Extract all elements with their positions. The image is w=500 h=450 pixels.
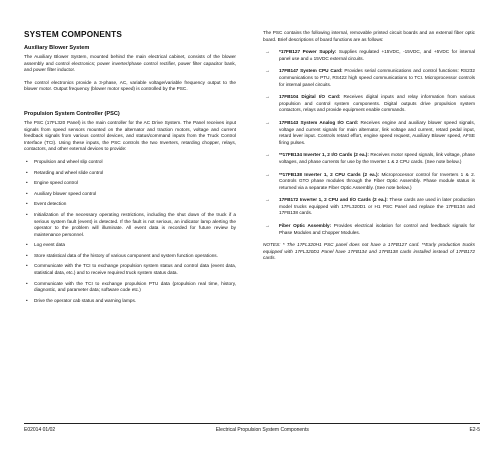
list-item: • Store statistical data of the history of various component and system function operations. (24, 253, 236, 260)
board-item (263, 68, 475, 88)
board-item (263, 172, 475, 192)
arrow-right-icon: → (265, 197, 270, 203)
board-description: Supplies regulated +15VDC, -15VDC, and +5VDC for internal panel use and ± 15VDC external circuits. (279, 49, 476, 61)
list-item: • Engine speed control (24, 180, 236, 187)
arrow-right-icon: → (265, 68, 270, 74)
footer-doc-id: E02014 01/02 (24, 427, 56, 433)
board-name: **17FB138 Inverter 1, 2 CPU Cards (2 ea.): (279, 171, 380, 177)
list-item: • Communicate with the TCI to exchange propulsion PTU data (propulsion real time, history, diagnostic, and parameter data; software code etc.) (24, 281, 236, 294)
board-name: *17FB127 Power Supply: (279, 49, 337, 55)
list-item: • Retarding and wheel slide control (24, 170, 236, 177)
arrow-right-icon: → (265, 152, 270, 158)
board-name: 17FB104 Digital I/O Card: (279, 94, 341, 100)
board-description: Receives engine and auxiliary blower speed signals, voltage and current signals for main alternator, link voltage and current, retard pedal input, retard lever input. Controls retard effort, engine speed request, Auxiliary Blower speed, AFSE firing pulses. (279, 119, 475, 145)
board-description: Receives motor speed signals, link voltage, phase voltages, and phase currents for use by the Inverter 1 & 2 CPU cards. (See note below.) (279, 152, 475, 164)
board-item (263, 197, 475, 217)
arrow-right-icon: → (265, 171, 270, 177)
board-item (263, 49, 475, 62)
list-item: • Event detection (24, 201, 236, 208)
board-description: Provides serial communications and control functions: RS232 communications to PTU, RS422 high speed communications to TCI. Microprocessor controls for internal panel circuits. (279, 68, 475, 87)
board-description: Microprocessor control for Inverters 1 & 2. Controls GTO phase modules through the Fiber Optic Assembly. Phase module status is returned via a separate Fiber Optic Assembly. (See note below.) (279, 171, 476, 190)
right-column (263, 30, 475, 262)
arrow-right-icon: → (265, 94, 270, 100)
board-description: Provides electrical isolation for control and feedback signals for Phase Modules and Chopper Modules. (279, 223, 475, 235)
board-list (263, 49, 475, 236)
list-item: • Log event data (24, 242, 236, 249)
board-name: **17FB134 Inverter 1, 2 I/O Cards (2 ea.): (279, 152, 369, 158)
boards-intro: The PSC contains the following internal, removable printed circuit boards and an external fiber optic board. Brief descriptions of board functions are as follows: (263, 30, 475, 42)
blower-paragraph-2: The control electronics provide a 3-phase, AC, variable voltage/variable frequency output to the blower motor. Output frequency (blower motor speed) is controlled by the PSC. (24, 79, 236, 92)
board-item (263, 120, 475, 146)
board-description: These cards are used in later production model trucks equipped with 17FL320D1 or H1 PSC Panel and replace the 17FB134 and 17FB138 cards. (279, 197, 475, 216)
footer-section-title: Electrical Propulsion System Components (215, 427, 309, 433)
arrow-right-icon: → (265, 49, 270, 55)
board-name: 17FB143 System Analog I/O Card: (279, 119, 359, 125)
psc-heading: Propulsion System Controller (PSC) (24, 110, 120, 117)
board-name: Fiber Optic Assembly: (279, 223, 332, 229)
list-item: • Auxiliary blower speed control (24, 191, 236, 198)
board-description: Receives digital inputs and relay information from various propulsion and control system components. Digital outputs drive propulsion system contactors, relays and provide equipment enable commands. (279, 94, 476, 113)
list-item: • Communicate with the TCI to exchange propulsion system status and control data (event data, statistical data, etc.) and to receive required truck system status data. (24, 263, 236, 276)
board-item (263, 94, 475, 114)
arrow-right-icon: → (265, 223, 270, 229)
blower-heading: Auxiliary Blower System (24, 45, 90, 51)
list-item: • Drive the operator cab status and warning lamps. (24, 298, 236, 305)
board-item (263, 223, 475, 236)
notes: NOTES: * The 17FL320H1 PSC panel does not have a 17FB127 card. **Early production trucks equipped with 17FL320D1 Panel have 17FB134 and 17FB138 cards installed instead of 17FB172 cards. (263, 242, 475, 261)
board-item (263, 152, 475, 165)
left-column (24, 30, 236, 308)
list-item: • Initialization of the necessary operating restrictions, including the shut down of the truck if a serious system fault (event) is detected. If the fault is not serious, an indicator lamp alerting the operator to the problem will illuminate. All event data is recorded for future review by maintenance personnel. (24, 212, 236, 238)
blower-paragraph-1: The Auxiliary Blower System, mounted behind the main electrical cabinet, consists of the blower assembly and control electronics; power inverter/phase control rectifier, power filter capacitor bank, and power filter inductor. (24, 54, 236, 73)
page-footer (24, 423, 480, 433)
page-title: SYSTEM COMPONENTS (24, 30, 123, 39)
board-name: 17FB172 Inverter 1, 2 CPU and I/O Cards (2 ea.): (279, 197, 388, 203)
board-name: 17FB147 System CPU Card: (279, 68, 343, 74)
arrow-right-icon: → (265, 119, 270, 125)
psc-paragraph: The PSC (17FL320 Panel) is the main controller for the AC Drive System. The Panel receives input signals from speed sensors mounted on the alternator and traction motors, voltage and current feedback signals from various control devices, and status/command inputs from the Truck Control Interface (TCI). Using these inputs, the PSC controls the two Inverters, retarding chopper, relays, contactors, and other external devices to provide: (24, 119, 236, 152)
list-item: • Propulsion and wheel slip control (24, 159, 236, 166)
footer-page-number: E2-5 (469, 427, 480, 433)
psc-function-list (24, 159, 236, 305)
